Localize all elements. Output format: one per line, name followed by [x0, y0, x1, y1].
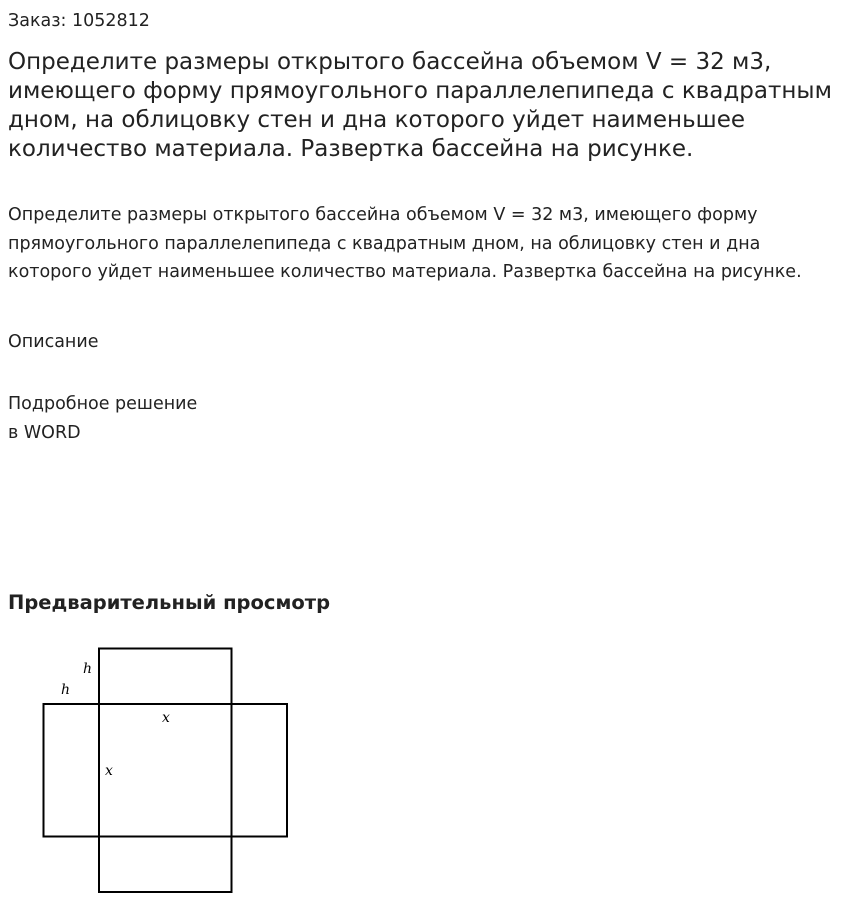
net-lower-wall [99, 837, 232, 893]
problem-text: Определите размеры открытого бассейна объемом V = 32 м3, имеющего форму прямоугольного параллелепипеда с квадратным дном, на облицовку стен и дна которого уйдет наименьшее количество материала. Развертка бассейна на рисунке. [8, 205, 802, 282]
preview-heading: Предварительный просмотр [8, 591, 331, 614]
description-line-2: в WORD [8, 423, 81, 443]
net-right-wall [232, 704, 288, 837]
net-top-wall [99, 649, 232, 705]
label-x-top: x [162, 710, 170, 726]
description-line-1: Подробное решение [8, 394, 198, 414]
label-h-left: h [61, 682, 71, 698]
order-number: Заказ: 1052812 [8, 11, 150, 31]
net-left-wall [44, 704, 100, 837]
label-h-top: h [83, 661, 93, 677]
label-x-side: x [105, 763, 113, 779]
description-label: Описание [8, 332, 99, 352]
page-title: Определите размеры открытого бассейна объемом V = 32 м3, имеющего форму прямоугольного параллелепипеда с квадратным дном, на облицовку стен и дна которого уйдет наименьшее количество материала. Развертка бассейна на рисунке. [8, 49, 832, 162]
